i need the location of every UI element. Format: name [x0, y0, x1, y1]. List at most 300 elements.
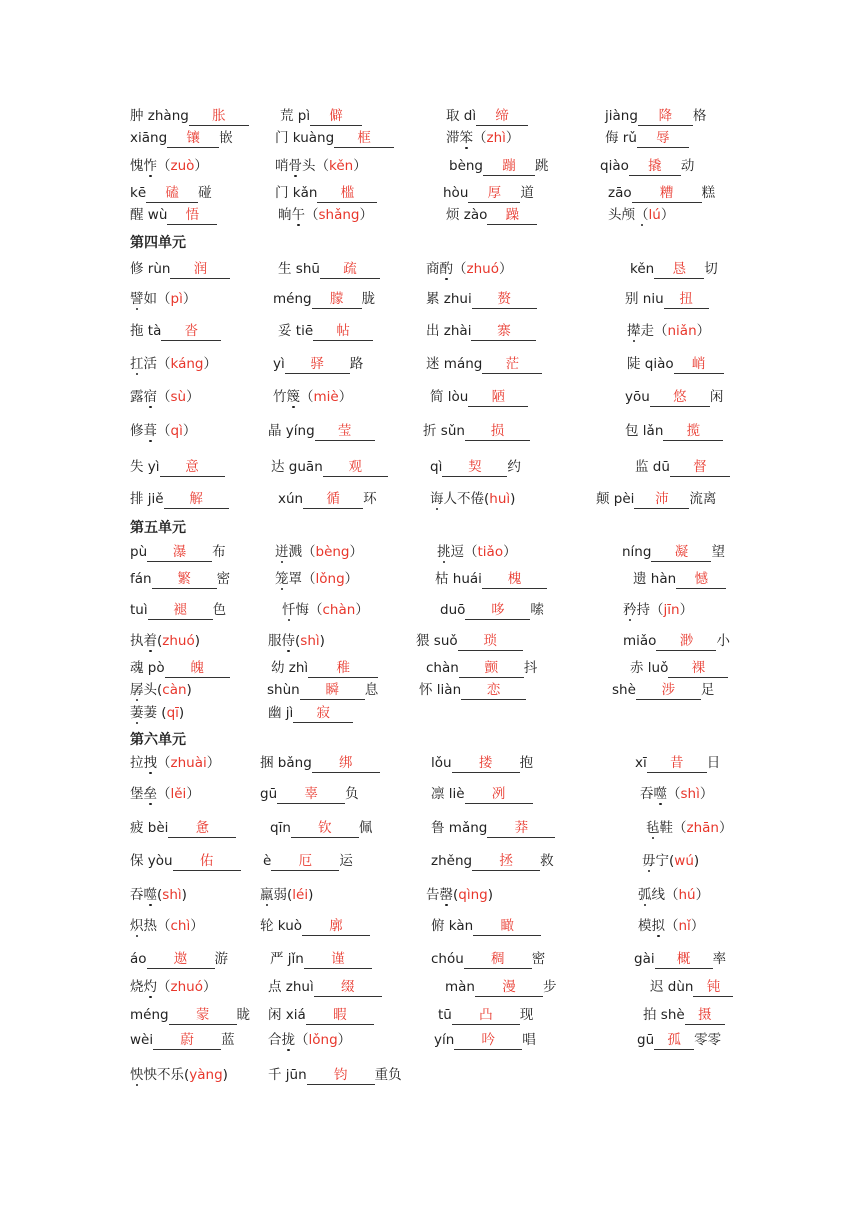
vocab-item — [130, 784, 200, 804]
word-prefix: 取 dì — [446, 108, 477, 124]
answer-blank[interactable]: 谨 — [304, 951, 372, 969]
answer-blank[interactable]: 蒙 — [169, 1007, 237, 1025]
vocab-item — [130, 489, 229, 509]
answer-blank[interactable]: 裸 — [668, 660, 728, 678]
entry-row — [0, 321, 860, 341]
answer-blank[interactable]: 茫 — [482, 356, 542, 374]
word-prefix: 烧灼（ — [130, 979, 171, 995]
vocab-item — [270, 818, 372, 838]
word-prefix: 累 zhui — [426, 291, 472, 307]
vocab-item — [130, 289, 196, 309]
word-suffix: ) — [178, 705, 185, 721]
vocab-item — [426, 259, 512, 279]
answer-blank[interactable]: 厚 — [468, 185, 520, 203]
word-suffix: ） — [498, 261, 513, 277]
vocab-item — [278, 321, 373, 341]
answer-blank[interactable]: 沓 — [161, 323, 221, 341]
pinyin-answer: miè — [313, 389, 339, 405]
word-prefix: 修 rùn — [130, 261, 171, 277]
word-suffix: 切 — [704, 261, 718, 277]
answer-blank[interactable]: 悟 — [167, 207, 217, 225]
pinyin-answer: shì — [162, 887, 182, 903]
word-prefix: méng — [130, 1007, 169, 1023]
word-prefix: zhěng — [431, 853, 473, 869]
answer-blank[interactable]: 莽 — [487, 820, 555, 838]
answer-blank[interactable]: 损 — [465, 423, 530, 441]
word-suffix: 唱 — [522, 1032, 536, 1048]
word-suffix: ） — [355, 602, 369, 618]
vocab-item — [426, 354, 542, 374]
answer-blank[interactable]: 吟 — [454, 1032, 522, 1050]
vocab-item — [437, 542, 517, 562]
word-suffix: 糕 — [701, 185, 716, 201]
word-prefix: 忏悔（ — [282, 602, 323, 618]
word-prefix: 合拢（ — [268, 1032, 309, 1048]
vocab-item — [130, 916, 204, 936]
word-prefix: 幼 zhì — [271, 660, 309, 676]
vocab-item — [430, 457, 521, 477]
answer-blank[interactable]: 驿 — [285, 356, 350, 374]
vocab-item — [273, 354, 363, 374]
answer-blank[interactable]: 恋 — [461, 682, 526, 700]
vocab-item — [130, 156, 208, 176]
vocab-item — [445, 977, 556, 997]
answer-blank[interactable]: 朦 — [312, 291, 362, 309]
pinyin-answer: lǒng — [308, 1032, 338, 1048]
word-prefix: kē — [130, 185, 147, 201]
word-prefix: 点 zhuì — [268, 979, 314, 995]
word-suffix: 蓝 — [221, 1032, 235, 1048]
word-prefix: yín — [434, 1032, 455, 1048]
answer-blank[interactable]: 循 — [303, 491, 363, 509]
word-suffix: 零零 — [694, 1032, 722, 1048]
vocab-item — [449, 156, 549, 176]
word-prefix: 门 kuàng — [275, 130, 335, 146]
word-suffix: ) — [510, 491, 516, 507]
vocab-item — [130, 569, 230, 589]
answer-blank[interactable]: 赘 — [472, 291, 537, 309]
answer-blank[interactable]: 胀 — [189, 108, 249, 126]
word-prefix: lǒu — [431, 755, 452, 771]
answer-blank[interactable]: 哆 — [465, 602, 530, 620]
vocab-item — [130, 600, 226, 620]
pinyin-answer: zuò — [170, 158, 195, 174]
answer-blank[interactable]: 涉 — [636, 682, 701, 700]
answer-blank[interactable]: 渺 — [656, 633, 716, 651]
answer-blank[interactable]: 憾 — [676, 571, 726, 589]
word-suffix: 救 — [540, 853, 554, 869]
entry-row — [0, 600, 860, 620]
vocab-item — [268, 1030, 351, 1050]
vocab-item — [275, 183, 377, 203]
answer-blank[interactable]: 槛 — [317, 185, 377, 203]
vocab-item — [440, 600, 544, 620]
answer-blank[interactable]: 辱 — [637, 130, 689, 148]
vocab-item — [605, 106, 706, 126]
answer-blank[interactable]: 绑 — [312, 755, 380, 773]
vocab-item — [267, 680, 378, 700]
word-prefix: 炽热（ — [130, 918, 171, 934]
section-heading: 第六单元 — [130, 732, 186, 748]
vocab-item — [275, 542, 363, 562]
vocab-item — [273, 289, 375, 309]
pinyin-answer: wú — [674, 853, 694, 869]
vocab-item — [130, 542, 226, 562]
answer-blank[interactable]: 稚 — [308, 660, 378, 678]
word-suffix: ） — [695, 887, 710, 903]
answer-blank[interactable]: 搂 — [452, 755, 520, 773]
word-prefix: 简 lòu — [430, 389, 469, 405]
word-prefix: yì — [273, 356, 285, 372]
answer-blank[interactable]: 蔚 — [153, 1032, 221, 1050]
pinyin-answer: shì — [300, 633, 320, 649]
answer-blank[interactable]: 僻 — [310, 108, 362, 126]
answer-blank[interactable]: 钝 — [693, 979, 733, 997]
answer-blank[interactable]: 解 — [164, 491, 229, 509]
word-suffix: 抱 — [519, 755, 534, 771]
word-prefix: 魂 pò — [130, 660, 165, 676]
vocab-item — [271, 658, 378, 678]
entry-row — [0, 885, 860, 905]
pinyin-answer: shì — [680, 786, 700, 802]
word-prefix: 笼罩（ — [275, 571, 316, 587]
word-prefix: 服侍( — [268, 633, 301, 649]
vocab-item — [431, 784, 533, 804]
word-suffix: ) — [693, 853, 700, 869]
answer-blank[interactable]: 稠 — [464, 951, 532, 969]
vocab-item — [278, 489, 377, 509]
vocab-item — [638, 916, 704, 936]
word-prefix: 滞笨（ — [446, 130, 487, 146]
answer-blank[interactable]: 冽 — [465, 786, 533, 804]
answer-blank[interactable]: 缀 — [314, 979, 382, 997]
answer-blank[interactable]: 暇 — [306, 1007, 374, 1025]
word-prefix: 诲人不倦( — [430, 491, 490, 507]
answer-blank[interactable]: 意 — [160, 459, 225, 477]
pinyin-answer: lú — [648, 207, 661, 223]
answer-blank[interactable]: 槐 — [482, 571, 547, 589]
word-suffix: ) — [194, 633, 201, 649]
word-suffix: 环 — [363, 491, 377, 507]
word-prefix: zāo — [608, 185, 632, 201]
vocab-item — [275, 569, 358, 589]
word-prefix: xī — [635, 755, 647, 771]
answer-blank[interactable]: 惫 — [168, 820, 236, 838]
answer-blank[interactable]: 瞬 — [300, 682, 365, 700]
vocab-item — [130, 977, 216, 997]
vocab-item — [130, 421, 196, 441]
word-prefix: 赤 luǒ — [630, 660, 669, 676]
vocab-item — [130, 818, 236, 838]
answer-blank[interactable]: 辜 — [277, 786, 345, 804]
vocab-item — [640, 784, 713, 804]
vocab-item — [627, 321, 710, 341]
answer-blank[interactable]: 瞰 — [473, 918, 541, 936]
vocab-item — [275, 156, 367, 176]
word-prefix: 竹篾（ — [273, 389, 314, 405]
vocab-item — [438, 1005, 533, 1025]
answer-blank[interactable]: 镶 — [167, 130, 219, 148]
word-prefix: 晶 yíng — [268, 423, 315, 439]
word-prefix: gài — [634, 951, 655, 967]
answer-blank[interactable]: 钧 — [307, 1067, 375, 1085]
word-prefix: shè — [612, 682, 636, 698]
vocab-item — [426, 289, 537, 309]
word-suffix: ） — [690, 918, 705, 934]
answer-blank[interactable]: 拯 — [472, 853, 540, 871]
section-heading: 第四单元 — [130, 235, 186, 251]
word-suffix: 动 — [680, 158, 695, 174]
vocab-item — [130, 205, 217, 225]
vocab-item — [130, 387, 200, 407]
word-prefix: 商酌（ — [426, 261, 467, 277]
vocab-item — [263, 851, 353, 871]
answer-blank[interactable]: 莹 — [315, 423, 375, 441]
answer-blank[interactable]: 漫 — [475, 979, 543, 997]
vocab-item — [260, 753, 380, 773]
word-suffix: 布 — [212, 544, 226, 560]
answer-blank[interactable]: 润 — [170, 261, 230, 279]
vocab-item — [625, 387, 723, 407]
word-prefix: 迷 máng — [426, 356, 483, 372]
word-prefix: 矜持（ — [623, 602, 664, 618]
answer-blank[interactable]: 瀑 — [147, 544, 212, 562]
word-suffix: ） — [679, 602, 694, 618]
word-prefix: wèi — [130, 1032, 154, 1048]
word-suffix: ） — [503, 544, 517, 560]
answer-blank[interactable]: 督 — [670, 459, 730, 477]
vocab-item — [642, 851, 699, 871]
answer-blank[interactable]: 糟 — [632, 185, 702, 203]
pinyin-answer: lěi — [170, 786, 187, 802]
word-suffix: 路 — [349, 356, 364, 372]
word-suffix: ） — [338, 389, 353, 405]
entry-row — [0, 457, 860, 477]
word-prefix: 怏怏不乐( — [130, 1067, 190, 1083]
vocab-item — [268, 1005, 374, 1025]
answer-blank[interactable]: 摄 — [685, 1007, 725, 1025]
word-prefix: 凛 liè — [431, 786, 465, 802]
word-prefix: miǎo — [623, 633, 657, 649]
word-suffix: 运 — [339, 853, 353, 869]
answer-blank[interactable]: 凝 — [651, 544, 711, 562]
pinyin-answer: qìng — [458, 887, 488, 903]
entry-row — [0, 183, 860, 203]
word-prefix: 譬如（ — [130, 291, 171, 307]
entry-row — [0, 680, 860, 700]
word-suffix: 步 — [542, 979, 557, 995]
vocab-item — [638, 885, 709, 905]
answer-blank[interactable]: 扭 — [664, 291, 709, 309]
answer-blank[interactable]: 繁 — [152, 571, 217, 589]
vocab-item — [434, 1030, 536, 1050]
word-suffix: ） — [202, 979, 217, 995]
vocab-item — [416, 631, 523, 651]
pinyin-answer: lǒng — [315, 571, 345, 587]
word-prefix: 萋萋 ( — [130, 705, 167, 721]
vocab-item — [130, 703, 184, 723]
answer-blank[interactable]: 遨 — [147, 951, 215, 969]
vocab-item — [431, 818, 555, 838]
word-prefix: xún — [278, 491, 304, 507]
entry-row — [0, 289, 860, 309]
answer-blank[interactable]: 寂 — [293, 705, 353, 723]
vocab-item — [625, 421, 723, 441]
word-prefix: bèng — [449, 158, 484, 174]
entry-row — [0, 753, 860, 773]
entry-row — [0, 106, 860, 126]
word-prefix: 拉拽（ — [130, 755, 171, 771]
pinyin-answer: hú — [678, 887, 696, 903]
pinyin-answer: tiǎo — [477, 544, 504, 560]
entry-row — [0, 128, 860, 148]
pinyin-answer: chì — [170, 918, 191, 934]
word-prefix: tuì — [130, 602, 148, 618]
word-prefix: 愧怍（ — [130, 158, 171, 174]
answer-blank[interactable]: 蹦 — [483, 158, 535, 176]
word-prefix: chóu — [431, 951, 464, 967]
answer-blank[interactable]: 框 — [334, 130, 394, 148]
vocab-item — [643, 1005, 725, 1025]
pinyin-answer: zhuó — [170, 979, 203, 995]
word-prefix: 扛活（ — [130, 356, 171, 372]
vocab-item — [130, 457, 225, 477]
answer-blank[interactable]: 凸 — [452, 1007, 520, 1025]
answer-blank[interactable]: 帖 — [313, 323, 373, 341]
answer-blank[interactable]: 概 — [655, 951, 713, 969]
entry-row — [0, 851, 860, 871]
vocab-item — [130, 885, 187, 905]
answer-blank[interactable]: 廓 — [302, 918, 370, 936]
entry-row — [0, 205, 860, 225]
entry-row — [0, 542, 860, 562]
answer-blank[interactable]: 降 — [638, 108, 693, 126]
pinyin-answer: qī — [166, 705, 179, 721]
word-prefix: 孱头( — [130, 682, 163, 698]
entry-row — [0, 818, 860, 838]
entry-row — [0, 916, 860, 936]
answer-blank[interactable]: 契 — [442, 459, 507, 477]
word-prefix: áo — [130, 951, 147, 967]
answer-blank[interactable]: 琐 — [458, 633, 523, 651]
answer-blank[interactable]: 恳 — [654, 261, 704, 279]
word-prefix: 妥 tiē — [278, 323, 314, 339]
word-prefix: màn — [445, 979, 475, 995]
word-suffix: 佩 — [358, 820, 373, 836]
word-suffix: 足 — [700, 682, 715, 698]
word-suffix: ） — [182, 291, 197, 307]
vocab-item — [435, 569, 547, 589]
answer-blank[interactable]: 观 — [323, 459, 388, 477]
word-prefix: 露宿（ — [130, 389, 171, 405]
vocab-item — [130, 658, 230, 678]
answer-blank[interactable]: 沛 — [634, 491, 689, 509]
word-prefix: 达 guān — [271, 459, 323, 475]
word-prefix: 疲 bèi — [130, 820, 169, 836]
word-suffix: 日 — [706, 755, 721, 771]
word-suffix: ） — [696, 323, 711, 339]
word-prefix: 轮 kuò — [260, 918, 303, 934]
vocab-item — [635, 753, 720, 773]
word-suffix: 嗦 — [530, 602, 544, 618]
vocab-item — [275, 128, 394, 148]
vocab-item — [130, 949, 228, 969]
vocab-item — [260, 885, 313, 905]
word-prefix: 毋宁( — [642, 853, 675, 869]
word-suffix: ） — [359, 207, 373, 223]
word-suffix: ) — [181, 887, 187, 903]
word-prefix: 幽 jì — [268, 705, 294, 721]
word-prefix: 怀 liàn — [419, 682, 462, 698]
answer-blank[interactable]: 躁 — [487, 207, 537, 225]
answer-blank[interactable]: 陋 — [468, 389, 528, 407]
word-suffix: ） — [344, 571, 359, 587]
word-prefix: gū — [260, 786, 278, 802]
vocab-item — [633, 569, 726, 589]
word-prefix: tū — [438, 1007, 452, 1023]
vocab-item — [612, 680, 714, 700]
word-suffix: 道 — [520, 185, 534, 201]
word-suffix: ) — [487, 887, 494, 903]
word-prefix: pù — [130, 544, 148, 560]
vocab-item — [430, 489, 515, 509]
word-prefix: 侮 rǔ — [605, 130, 637, 146]
pinyin-answer: càn — [162, 682, 187, 698]
answer-blank[interactable]: 磕 — [146, 185, 198, 203]
vocab-item — [634, 949, 726, 969]
vocab-item — [130, 183, 212, 203]
word-suffix: 密 — [531, 951, 546, 967]
answer-blank[interactable]: 昔 — [647, 755, 707, 773]
word-prefix: 毡鞋（ — [646, 820, 687, 836]
word-prefix: 遗 hàn — [633, 571, 677, 587]
word-suffix: ) — [319, 633, 325, 649]
answer-blank[interactable]: 悠 — [650, 389, 710, 407]
answer-blank[interactable]: 厄 — [271, 853, 339, 871]
answer-blank[interactable]: 褪 — [148, 602, 213, 620]
vocab-item — [625, 289, 709, 309]
vocab-item — [130, 631, 200, 651]
entry-row — [0, 259, 860, 279]
word-suffix: ） — [206, 755, 221, 771]
entry-row — [0, 949, 860, 969]
vocab-item — [637, 1030, 721, 1050]
vocab-item — [130, 1005, 250, 1025]
answer-blank[interactable]: 疏 — [320, 261, 380, 279]
word-suffix: ） — [194, 158, 208, 174]
answer-blank[interactable]: 揽 — [663, 423, 723, 441]
answer-blank[interactable]: 颤 — [459, 660, 524, 678]
pinyin-answer: kěn — [329, 158, 354, 174]
vocab-item — [426, 885, 493, 905]
answer-blank[interactable]: 佑 — [173, 853, 241, 871]
word-prefix: 迟 dùn — [650, 979, 694, 995]
vocab-item — [268, 421, 375, 441]
word-suffix: 负 — [345, 786, 359, 802]
answer-blank[interactable]: 钦 — [291, 820, 359, 838]
word-prefix: 烦 zào — [446, 207, 488, 223]
answer-blank[interactable]: 孤 — [654, 1032, 694, 1050]
answer-blank[interactable]: 撬 — [629, 158, 681, 176]
pinyin-answer: zhuài — [170, 755, 207, 771]
answer-blank[interactable]: 缔 — [476, 108, 528, 126]
vocab-item — [423, 421, 530, 441]
answer-blank[interactable]: 魄 — [165, 660, 230, 678]
answer-blank[interactable]: 峭 — [674, 356, 724, 374]
word-prefix: è — [263, 853, 272, 869]
answer-blank[interactable]: 寨 — [471, 323, 536, 341]
word-prefix: 门 kǎn — [275, 185, 318, 201]
